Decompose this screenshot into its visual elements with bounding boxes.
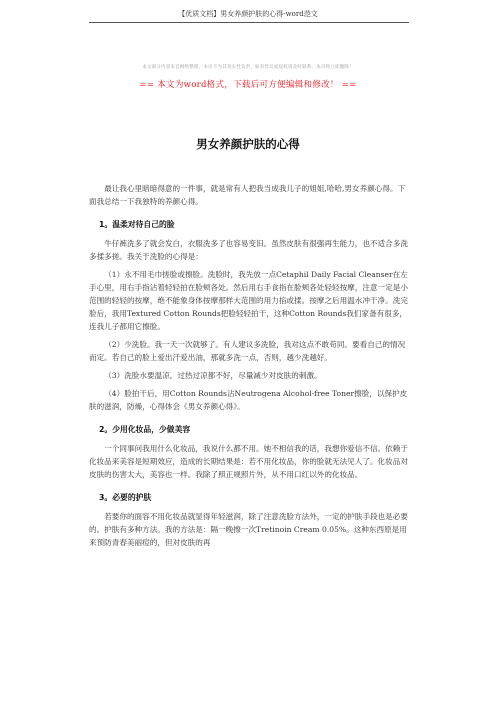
document-body — [89, 182, 409, 554]
intro-paragraph: 最让我心里暗暗得意的一件事，就是常有人把我当成我儿子的姐姐,哈哈,男女养颜心得。下面我总结一下我独特的养颜心得。 — [89, 184, 406, 206]
body-paragraph: 若要你的面容不用化妆品就显得年轻滋润，除了注意洗脸方法外，一定的护肤手段也是必要的。护肤有多种方法。我的方法是：隔一晚擦一次Tretinoin Cream 0.05%。这种东西原是用来预防青春美丽痘的，但对皮肤的再 — [89, 512, 408, 547]
word-format-banner: == 本文为word格式，下载后可方便编辑和修改！ == — [139, 80, 357, 90]
body-paragraph: （3）洗脸水要温凉。过热过凉都不好，尽量减少对皮肤的刺激。 — [104, 371, 322, 380]
body-paragraph: （1）永不用毛巾搓脸或擦脸。洗脸时，我先放一点Cetaphil Daily Facial Cleanser在左手心里，用右手指沾着轻轻拍在脸颊各处。然后用右手食指在脸颊各处轻轻按摩，注意一定是小范围的轻轻的按摩，绝不能象身体按摩那样大范围的用力掐或揉。按摩之后用温水冲干净。洗完脸后，我用Textured Cotton Rounds把脸轻轻拍干，这种Cotton Rounds我们家备有很多，连我儿子都用它擦脸。 — [89, 270, 408, 331]
section-heading: 1。温柔对待自己的脸 — [99, 220, 175, 229]
document-title: 男女养颜护肤的心得 — [196, 137, 300, 151]
section-heading: 3。必要的护肤 — [99, 493, 152, 502]
body-paragraph: 一个同事问我用什么化妆品，我说什么都不用。她不相信我的话，我想你爱信不信。依赖于化妆品来美容是短期效应，造成的长期结果是：若不用化妆品，你的脸就无法见人了。化妆品对皮肤的伤害太大，美容也一样。我除了照正规照片外，从不用口红以外的化妆品。 — [89, 444, 408, 479]
body-paragraph: （4）脸拍干后，用Cotton Rounds沾Neutrogena Alcohol-free Toner擦脸，以保护皮肤的滋润，防燥，心得体会《男女养颜心得》。 — [89, 389, 408, 411]
disclaimer-text: 本文部分内容来自网络整理，本司不为其真实性负责，如有异议或侵权请及时联系，本司将立即删除！ — [142, 65, 354, 70]
body-paragraph: 牛仔裤洗多了就会发白，衣服洗多了也容易变旧。虽然皮肤有很强再生能力，也不适合多洗多揉多搓。我关于洗脸的心得是： — [89, 239, 408, 261]
body-paragraph: （2）少洗脸。我一天一次就够了。有人建议多洗脸，我对这点不敢苟同。要看自己的情况而定。若自己的脸上爱出汗爱出油，那就多洗一点，否则，越少洗越好。 — [89, 340, 406, 362]
page-header-title: 【优质文档】男女养颜护肤的心得-word范文 — [178, 10, 318, 18]
section-heading: 2。少用化妆品，少做美容 — [99, 425, 191, 434]
header-divider — [89, 22, 409, 23]
